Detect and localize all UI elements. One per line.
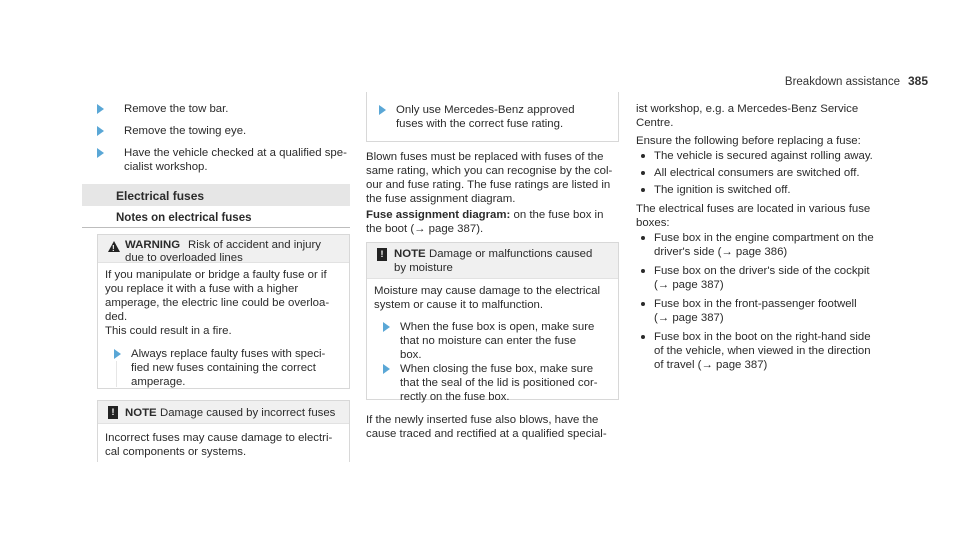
list-item-reference[interactable]: (→ page 387)	[654, 279, 724, 291]
body-text: Ensure the following before replacing a fuse:	[636, 135, 861, 147]
body-text: cause traced and rectified at a qualified special-	[366, 428, 607, 440]
list-item: All electrical consumers are switched off.	[654, 167, 860, 179]
diagram-label: Fuse assignment diagram:	[366, 209, 511, 221]
section-subtitle: Notes on electrical fuses	[82, 208, 350, 228]
note-text: system or cause it to malfunction.	[374, 299, 544, 311]
list-item: of the vehicle, when viewed in the direction	[654, 345, 871, 357]
warning-step: Always replace faulty fuses with speci-	[131, 348, 326, 360]
body-text: The electrical fuses are located in various fuse	[636, 203, 871, 215]
diagram-line: Fuse assignment diagram: on the fuse box in	[366, 209, 604, 221]
note-head	[98, 401, 349, 424]
note-step: rectly on the fuse box.	[400, 391, 510, 403]
list-item: Fuse box on the driver's side of the cockpit	[654, 265, 870, 277]
note-head	[367, 243, 618, 279]
note-label: NOTE	[394, 248, 426, 260]
body-text: Blown fuses must be replaced with fuses of the	[366, 151, 604, 163]
note-box-fuses	[97, 400, 350, 462]
step-arrow-icon	[114, 349, 121, 359]
note-label: NOTE	[125, 407, 157, 419]
list-item-reference[interactable]: of travel (→ page 387)	[654, 359, 768, 371]
running-header	[785, 74, 928, 89]
body-text: ist workshop, e.g. a Mercedes-Benz Service	[636, 103, 859, 115]
page-number: 385	[907, 74, 928, 88]
warning-triangle-icon	[108, 241, 120, 252]
body-text: our and fuse rating. The fuse ratings are listed in	[366, 179, 611, 191]
page-reference-link[interactable]: the boot (→ page 387).	[366, 223, 484, 235]
step-continuation: cialist workshop.	[124, 161, 208, 173]
note-heading: Damage caused by incorrect fuses	[160, 407, 336, 419]
note-step: box.	[400, 349, 422, 361]
warning-box	[97, 234, 350, 389]
note-text: Incorrect fuses may cause damage to electri-	[105, 432, 333, 444]
body-text: Centre.	[636, 117, 674, 129]
note-icon: !	[377, 248, 387, 261]
note-step: When closing the fuse box, make sure	[400, 363, 594, 375]
note-step: that the seal of the lid is positioned cor-	[400, 377, 598, 389]
list-item-reference[interactable]: (→ page 387)	[654, 312, 724, 324]
section-title: Electrical fuses	[82, 184, 350, 206]
warning-label: WARNING	[125, 239, 181, 251]
warning-text: ded.	[105, 311, 128, 323]
note-text: cal components or systems.	[105, 446, 247, 458]
warning-text: amperage, the electric line could be overloa-	[105, 297, 330, 309]
list-item: Fuse box in the boot on the right-hand side	[654, 331, 871, 343]
approved-step: fuses with the correct fuse rating.	[396, 118, 564, 130]
bullet-icon	[641, 188, 645, 192]
bullet-icon	[641, 302, 645, 306]
warning-heading: Risk of accident and injury	[188, 239, 321, 251]
bullet-icon	[641, 236, 645, 240]
header-section: Breakdown assistance	[784, 76, 900, 88]
bullet-icon	[641, 335, 645, 339]
approved-fuses-box	[366, 92, 619, 142]
warning-heading-2: due to overloaded lines	[125, 252, 243, 264]
warning-step: amperage.	[131, 376, 186, 388]
warning-text: This could result in a fire.	[105, 325, 232, 337]
note-text: Moisture may cause damage to the electrical	[374, 285, 601, 297]
list-item: Fuse box in the front-passenger footwell	[654, 298, 857, 310]
warning-text: If you manipulate or bridge a faulty fuse or if	[105, 269, 327, 281]
note-step: that no moisture can enter the fuse	[400, 335, 577, 347]
body-text: If the newly inserted fuse also blows, have the	[366, 414, 599, 426]
note-box-moisture	[366, 242, 619, 403]
list-item: Fuse box in the engine compartment on the	[654, 232, 874, 244]
list-item: The vehicle is secured against rolling away.	[654, 150, 873, 162]
body-text: the fuse assignment diagram.	[366, 193, 516, 205]
note-icon: !	[108, 406, 118, 419]
warning-text: you replace it with a fuse with a higher	[105, 283, 299, 295]
body-text: same rating, which you can recognise by the col-	[366, 165, 613, 177]
step-arrow-icon	[97, 104, 104, 114]
note-heading: Damage or malfunctions caused	[429, 248, 593, 260]
note-heading-2: by moisture	[394, 262, 453, 274]
warning-head	[98, 235, 349, 263]
step-arrow-icon	[97, 126, 104, 136]
bullet-icon	[641, 269, 645, 273]
step-arrow-icon	[383, 364, 390, 374]
step-arrow-icon	[97, 148, 104, 158]
bullet-icon	[641, 171, 645, 175]
approved-step: Only use Mercedes-Benz approved	[396, 104, 575, 116]
indent-bar	[116, 361, 117, 387]
body-text: boxes:	[636, 217, 670, 229]
list-item-reference[interactable]: driver's side (→ page 386)	[654, 246, 788, 258]
step-arrow-icon	[383, 322, 390, 332]
warning-step: fied new fuses containing the correct	[131, 362, 316, 374]
list-item: The ignition is switched off.	[654, 184, 791, 196]
step-arrow-icon	[379, 105, 386, 115]
note-step: When the fuse box is open, make sure	[400, 321, 595, 333]
bullet-icon	[641, 154, 645, 158]
